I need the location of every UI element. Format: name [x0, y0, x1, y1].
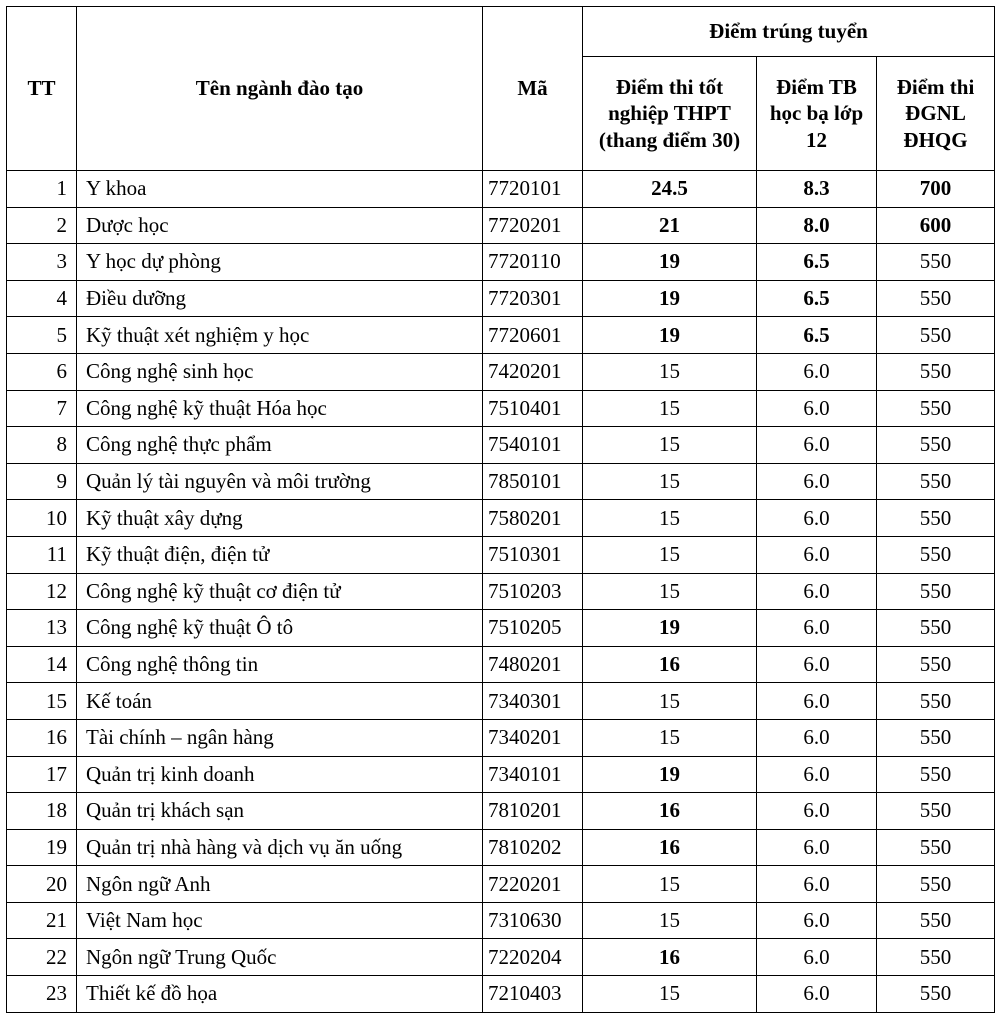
program-name: Công nghệ thông tin — [77, 646, 483, 683]
program-name: Quản trị kinh doanh — [77, 756, 483, 793]
row-number: 8 — [7, 427, 77, 464]
program-code: 7510205 — [483, 610, 583, 647]
program-name: Tài chính – ngân hàng — [77, 719, 483, 756]
program-code: 7850101 — [483, 463, 583, 500]
transcript-score: 6.0 — [757, 829, 877, 866]
program-name: Y khoa — [77, 171, 483, 208]
transcript-score: 6.5 — [757, 244, 877, 281]
row-number: 4 — [7, 280, 77, 317]
table-row — [7, 317, 995, 354]
thpt-score: 19 — [583, 280, 757, 317]
program-code: 7720101 — [483, 171, 583, 208]
table-row — [7, 866, 995, 903]
transcript-score: 8.0 — [757, 207, 877, 244]
thpt-score: 15 — [583, 463, 757, 500]
thpt-score: 16 — [583, 939, 757, 976]
program-code: 7510203 — [483, 573, 583, 610]
dgnl-score: 600 — [877, 207, 995, 244]
dgnl-score: 550 — [877, 976, 995, 1013]
dgnl-score: 550 — [877, 939, 995, 976]
header-transcript-line-1: Điểm TB — [776, 75, 857, 100]
table-row — [7, 500, 995, 537]
table-row — [7, 756, 995, 793]
row-number: 22 — [7, 939, 77, 976]
dgnl-score: 550 — [877, 500, 995, 537]
program-code: 7310630 — [483, 902, 583, 939]
dgnl-score: 550 — [877, 244, 995, 281]
dgnl-score: 550 — [877, 280, 995, 317]
row-number: 18 — [7, 793, 77, 830]
program-code: 7420201 — [483, 353, 583, 390]
table-row — [7, 683, 995, 720]
table-row — [7, 829, 995, 866]
table-row — [7, 573, 995, 610]
program-code: 7220204 — [483, 939, 583, 976]
transcript-score: 6.0 — [757, 390, 877, 427]
table-row — [7, 976, 995, 1013]
program-name: Điều dưỡng — [77, 280, 483, 317]
table-row — [7, 719, 995, 756]
program-name: Dược học — [77, 207, 483, 244]
program-code: 7540101 — [483, 427, 583, 464]
program-name: Công nghệ kỹ thuật cơ điện tử — [77, 573, 483, 610]
table-row — [7, 353, 995, 390]
header-tt: TT — [7, 7, 77, 171]
table-row — [7, 939, 995, 976]
dgnl-score: 700 — [877, 171, 995, 208]
thpt-score: 15 — [583, 976, 757, 1013]
admission-scores-document — [6, 6, 995, 1013]
program-name: Quản lý tài nguyên và môi trường — [77, 463, 483, 500]
row-number: 10 — [7, 500, 77, 537]
transcript-score: 6.0 — [757, 902, 877, 939]
transcript-score: 6.0 — [757, 573, 877, 610]
program-code: 7340201 — [483, 719, 583, 756]
row-number: 20 — [7, 866, 77, 903]
row-number: 12 — [7, 573, 77, 610]
row-number: 6 — [7, 353, 77, 390]
table-row — [7, 646, 995, 683]
header-thpt-line-2: nghiệp THPT — [608, 101, 731, 126]
header-program-name: Tên ngành đào tạo — [77, 7, 483, 171]
table-row — [7, 793, 995, 830]
thpt-score: 15 — [583, 573, 757, 610]
header-thpt-score — [583, 57, 757, 171]
transcript-score: 6.0 — [757, 427, 877, 464]
header-code: Mã — [483, 7, 583, 171]
header-admission-scores-group: Điểm trúng tuyển — [583, 7, 995, 57]
dgnl-score: 550 — [877, 756, 995, 793]
admission-scores-table — [6, 6, 995, 1013]
thpt-score: 15 — [583, 353, 757, 390]
thpt-score: 15 — [583, 390, 757, 427]
program-code: 7720110 — [483, 244, 583, 281]
program-name: Công nghệ kỹ thuật Hóa học — [77, 390, 483, 427]
header-transcript-line-3: 12 — [806, 127, 827, 152]
program-name: Quản trị nhà hàng và dịch vụ ăn uống — [77, 829, 483, 866]
dgnl-score: 550 — [877, 829, 995, 866]
program-code: 7720301 — [483, 280, 583, 317]
table-row — [7, 244, 995, 281]
table-row — [7, 427, 995, 464]
program-name: Thiết kế đồ họa — [77, 976, 483, 1013]
program-code: 7210403 — [483, 976, 583, 1013]
transcript-score: 6.0 — [757, 463, 877, 500]
program-code: 7810202 — [483, 829, 583, 866]
dgnl-score: 550 — [877, 463, 995, 500]
thpt-score: 15 — [583, 866, 757, 903]
thpt-score: 19 — [583, 610, 757, 647]
row-number: 21 — [7, 902, 77, 939]
table-row — [7, 171, 995, 208]
table-row — [7, 280, 995, 317]
header-thpt-line-3: (thang điểm 30) — [598, 127, 741, 152]
header-transcript-score — [757, 57, 877, 171]
transcript-score: 6.5 — [757, 280, 877, 317]
thpt-score: 21 — [583, 207, 757, 244]
transcript-score: 6.0 — [757, 536, 877, 573]
row-number: 16 — [7, 719, 77, 756]
program-code: 7510301 — [483, 536, 583, 573]
program-code: 7220201 — [483, 866, 583, 903]
table-row — [7, 207, 995, 244]
table-row — [7, 463, 995, 500]
program-code: 7480201 — [483, 646, 583, 683]
thpt-score: 16 — [583, 793, 757, 830]
thpt-score: 19 — [583, 756, 757, 793]
dgnl-score: 550 — [877, 573, 995, 610]
dgnl-score: 550 — [877, 427, 995, 464]
thpt-score: 19 — [583, 244, 757, 281]
transcript-score: 6.0 — [757, 793, 877, 830]
transcript-score: 6.0 — [757, 646, 877, 683]
thpt-score: 15 — [583, 683, 757, 720]
program-name: Công nghệ thực phẩm — [77, 427, 483, 464]
program-code: 7340101 — [483, 756, 583, 793]
row-number: 1 — [7, 171, 77, 208]
table-row — [7, 610, 995, 647]
row-number: 23 — [7, 976, 77, 1013]
dgnl-score: 550 — [877, 536, 995, 573]
thpt-score: 15 — [583, 427, 757, 464]
row-number: 11 — [7, 536, 77, 573]
program-code: 7720201 — [483, 207, 583, 244]
thpt-score: 15 — [583, 500, 757, 537]
program-name: Kế toán — [77, 683, 483, 720]
dgnl-score: 550 — [877, 610, 995, 647]
row-number: 5 — [7, 317, 77, 354]
thpt-score: 19 — [583, 317, 757, 354]
transcript-score: 6.0 — [757, 610, 877, 647]
dgnl-score: 550 — [877, 683, 995, 720]
row-number: 15 — [7, 683, 77, 720]
program-name: Ngôn ngữ Trung Quốc — [77, 939, 483, 976]
program-name: Y học dự phòng — [77, 244, 483, 281]
row-number: 19 — [7, 829, 77, 866]
transcript-score: 6.0 — [757, 683, 877, 720]
dgnl-score: 550 — [877, 390, 995, 427]
transcript-score: 6.0 — [757, 719, 877, 756]
program-name: Kỹ thuật xây dựng — [77, 500, 483, 537]
table-header — [7, 7, 995, 171]
table-row — [7, 902, 995, 939]
table-row — [7, 536, 995, 573]
header-dgnl-score — [877, 57, 995, 171]
transcript-score: 6.0 — [757, 866, 877, 903]
table-body — [7, 171, 995, 1013]
transcript-score: 6.0 — [757, 976, 877, 1013]
thpt-score: 24.5 — [583, 171, 757, 208]
dgnl-score: 550 — [877, 646, 995, 683]
table-row — [7, 390, 995, 427]
row-number: 7 — [7, 390, 77, 427]
program-code: 7510401 — [483, 390, 583, 427]
program-name: Ngôn ngữ Anh — [77, 866, 483, 903]
transcript-score: 6.0 — [757, 353, 877, 390]
row-number: 9 — [7, 463, 77, 500]
header-dgnl-line-3: ĐHQG — [903, 127, 968, 152]
program-code: 7720601 — [483, 317, 583, 354]
transcript-score: 6.5 — [757, 317, 877, 354]
row-number: 3 — [7, 244, 77, 281]
dgnl-score: 550 — [877, 353, 995, 390]
transcript-score: 8.3 — [757, 171, 877, 208]
row-number: 2 — [7, 207, 77, 244]
thpt-score: 15 — [583, 536, 757, 573]
thpt-score: 15 — [583, 902, 757, 939]
dgnl-score: 550 — [877, 317, 995, 354]
transcript-score: 6.0 — [757, 939, 877, 976]
transcript-score: 6.0 — [757, 500, 877, 537]
dgnl-score: 550 — [877, 866, 995, 903]
program-name: Quản trị khách sạn — [77, 793, 483, 830]
program-name: Công nghệ sinh học — [77, 353, 483, 390]
program-name: Kỹ thuật điện, điện tử — [77, 536, 483, 573]
program-code: 7340301 — [483, 683, 583, 720]
transcript-score: 6.0 — [757, 756, 877, 793]
row-number: 17 — [7, 756, 77, 793]
program-name: Việt Nam học — [77, 902, 483, 939]
dgnl-score: 550 — [877, 793, 995, 830]
program-name: Công nghệ kỹ thuật Ô tô — [77, 610, 483, 647]
header-dgnl-line-2: ĐGNL — [905, 101, 966, 126]
thpt-score: 15 — [583, 719, 757, 756]
dgnl-score: 550 — [877, 902, 995, 939]
dgnl-score: 550 — [877, 719, 995, 756]
program-code: 7580201 — [483, 500, 583, 537]
row-number: 13 — [7, 610, 77, 647]
program-code: 7810201 — [483, 793, 583, 830]
thpt-score: 16 — [583, 646, 757, 683]
header-transcript-line-2: học bạ lớp — [769, 101, 864, 126]
thpt-score: 16 — [583, 829, 757, 866]
program-name: Kỹ thuật xét nghiệm y học — [77, 317, 483, 354]
row-number: 14 — [7, 646, 77, 683]
header-dgnl-line-1: Điểm thi — [896, 75, 975, 100]
header-thpt-line-1: Điểm thi tốt — [615, 75, 724, 100]
